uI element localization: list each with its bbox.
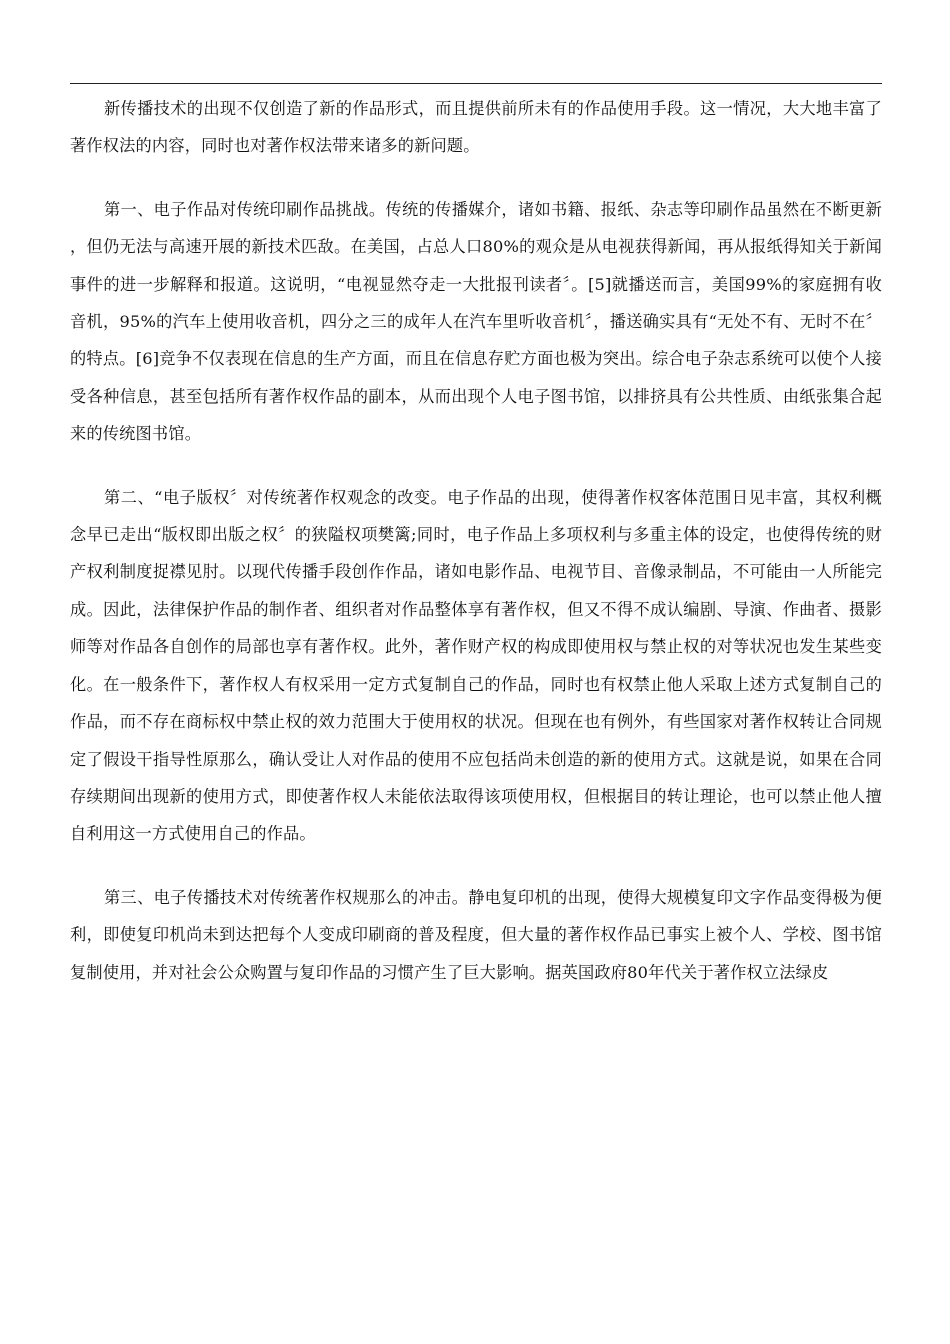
document-body [70,90,882,1017]
paragraph-first-challenge: 第一、电子作品对传统印刷作品挑战。传统的传播媒介，诸如书籍、报纸、杂志等印刷作品虽然在不断更新，但仍无法与高速开展的新技术匹敌。在美国，占总人口80%的观众是从电视获得新闻，再从报纸得知关于新闻事件的进一步解释和报道。这说明，“电视显然夺走一大批报刊读者〞。[5]就播送而言，美国99%的家庭拥有收音机，95%的汽车上使用收音机，四分之三的成年人在汽车里听收音机〞，播送确实具有“无处不有、无时不在〞的特点。[6]竞争不仅表现在信息的生产方面，而且在信息存贮方面也极为突出。综合电子杂志系统可以使个人接受各种信息，甚至包括所有著作权作品的副本，从而出现个人电子图书馆，以排挤具有公共性质、由纸张集合起来的传统图书馆。 [70,199,882,444]
header-divider [70,83,882,84]
paragraph-intro: 新传播技术的出现不仅创造了新的作品形式，而且提供前所未有的作品使用手段。这一情况，大大地丰富了著作权法的内容，同时也对著作权法带来诸多的新问题。 [70,99,882,156]
paragraph-second-electronic-copyright: 第二、“电子版权〞对传统著作权观念的改变。电子作品的出现，使得著作权客体范围日见丰富，其权利概念早已走出“版权即出版之权〞的狭隘权项樊篱;同时，电子作品上多项权利与多重主体的设定，也使得传统的财产权利制度捉襟见肘。以现代传播手段创作作品，诸如电影作品、电视节目、音像录制品，不可能由一人所能完成。因此，法律保护作品的制作者、组织者对作品整体享有著作权，但又不得不成认编剧、导演、作曲者、摄影师等对作品各自创作的局部也享有著作权。此外，著作财产权的构成即使用权与禁止权的对等状况也发生某些变化。在一般条件下，著作权人有权采用一定方式复制自己的作品，同时也有权禁止他人采取上述方式复制自己的作品，而不存在商标权中禁止权的效力范围大于使用权的状况。但现在也有例外，有些国家对著作权转让合同规定了假设干指导性原那么，确认受让人对作品的使用不应包括尚未创造的新的使用方式。这就是说，如果在合同存续期间出现新的使用方式，即使著作权人未能依法取得该项使用权，但根据目的转让理论，也可以禁止他人擅自利用这一方式使用自己的作品。 [70,487,883,844]
paragraph-third-impact: 第三、电子传播技术对传统著作权规那么的冲击。静电复印机的出现，使得大规模复印文字作品变得极为便利，即使复印机尚未到达把每个人变成印刷商的普及程度，但大量的著作权作品已事实上被个人、学校、图书馆复制使用，并对社会公众购置与复印作品的习惯产生了巨大影响。据英国政府80年代关于著作权立法绿皮 [70,887,882,982]
